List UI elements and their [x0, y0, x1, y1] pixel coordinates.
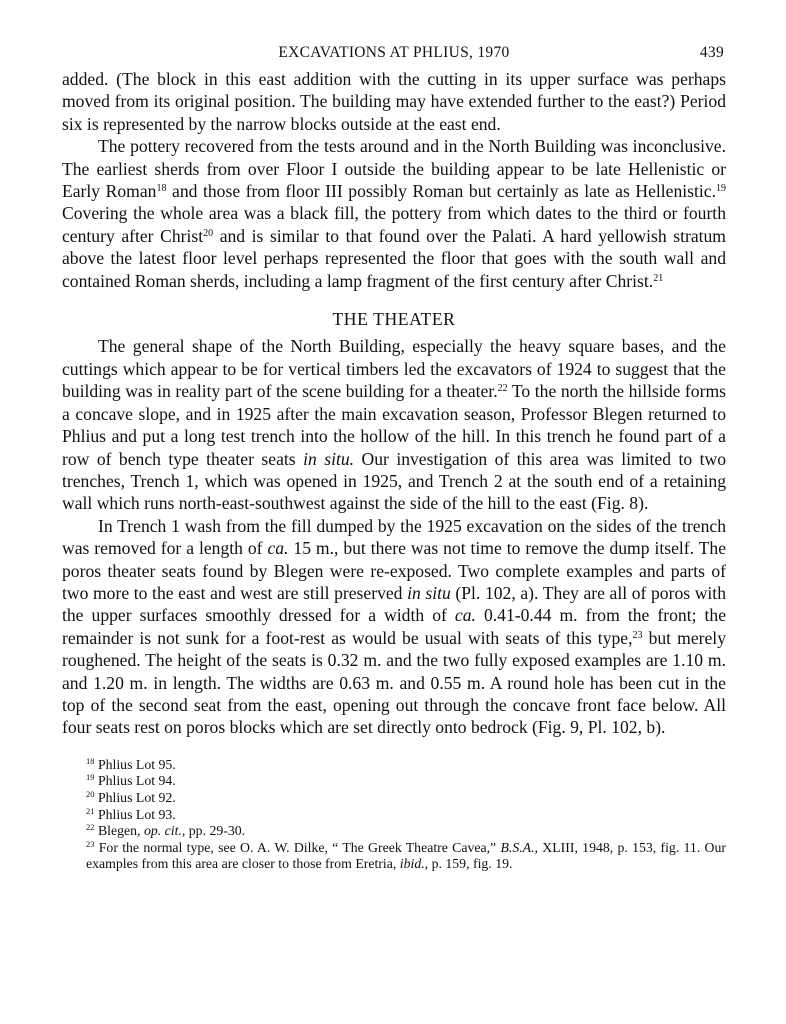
footnote-18: $^{18}$ Phlius Lot 95. — [86, 755, 176, 772]
footnote-19: $^{19}$ Phlius Lot 94. — [86, 772, 176, 789]
footnote-ref-21[interactable]: 21 — [653, 272, 664, 284]
running-title: EXCAVATIONS AT PHLIUS, 1970 — [278, 44, 510, 61]
page-number: 439 — [699, 44, 724, 61]
footnote-20: $^{20}$ Phlius Lot 92. — [86, 788, 176, 805]
body-text — [62, 68, 726, 739]
paragraph-2: The pottery recovered from the tests around and in the North Building was inconclusive. The earliest sherds from over Floor I outside the building appear to be late Hellenistic or Early Roman$^{18}$ and those from floor III possibly Roman but certainly as late as Hellenistic.$^{19}$ Covering the whole area was a black fill, the pottery from which dates to the third or fourth century after Christ$^{20}$ and is similar to that found over the Palati. A hard yellowish stratum above the latest floor level perhaps represented the floor that goes with the south wall and contained Roman sherds, including a lamp fragment of the first century after Christ.$^{21}$ — [62, 136, 726, 291]
paragraph-1: added. (The block in this east addition with the cutting in its upper surface was perhaps moved from its original position. The building may have extended further to the east?) Period six is represented by the narrow blocks outside at the east end. — [62, 69, 726, 134]
section-heading: THE THEATER — [332, 309, 456, 330]
footnote-ref-23[interactable]: 23 — [632, 629, 643, 641]
footnote-23: $^{23}$ For the normal type, see O. A. W. Dilke, “ The Greek Theatre Cavea,” B.S.A., XLIII, 1948, p. 153, fig. 11. Our examples from this area are closer to those from Eretria, ibid., p. 159, fig. 19. — [86, 838, 726, 872]
footnote-22: $^{22}$ Blegen, op. cit., pp. 29-30. — [86, 822, 246, 839]
footnotes — [62, 757, 726, 873]
document-page — [62, 40, 726, 873]
footnote-ref-20[interactable]: 20 — [203, 227, 214, 239]
footnote-ref-22[interactable]: 22 — [497, 383, 508, 395]
footnote-ref-18[interactable]: 18 — [156, 183, 167, 195]
paragraph-3: The general shape of the North Building, especially the heavy square bases, and the cuttings which appear to be for vertical timbers led the excavators of 1924 to suggest that the building was in reality part of the scene building for a theater.$^{22}$ To the north the hillside forms a concave slope, and in 1925 after the main excavation season, Professor Blegen returned to Phlius and put a long test trench into the hollow of the hill. In this trench he found part of a row of bench type theater seats in situ. Our investigation of this area was limited to two trenches, Trench 1, which was opened in 1925, and Trench 2 at the south end of a retaining wall which runs north-east-southwest against the side of the hill to the east (Fig. 8). — [62, 336, 727, 514]
running-head — [62, 40, 726, 68]
paragraph-4: In Trench 1 wash from the fill dumped by the 1925 excavation on the sides of the trench was removed for a length of ca. 15 m., but there was not time to remove the dump itself. The poros theater seats found by Blegen were re-exposed. Two complete examples and parts of two more to the east and west are still preserved in situ (Pl. 102, a). They are all of poros with the upper surfaces smoothly dressed for a width of ca. 0.41-0.44 m. from the front; the remainder is not sunk for a foot-rest as would be usual with seats of this type,$^{23}$ but merely roughened. The height of the seats is 0.32 m. and the two fully exposed examples are 1.10 m. and 1.20 m. in length. The widths are 0.63 m. and 0.55 m. A round hole has been cut in the top of the second seat from the east, opening out through the concave front face below. All four seats rest on poros blocks which are set directly onto bedrock (Fig. 9, Pl. 102, b). — [62, 515, 727, 738]
footnote-21: $^{21}$ Phlius Lot 93. — [86, 805, 176, 822]
footnote-ref-19[interactable]: 19 — [716, 183, 726, 195]
